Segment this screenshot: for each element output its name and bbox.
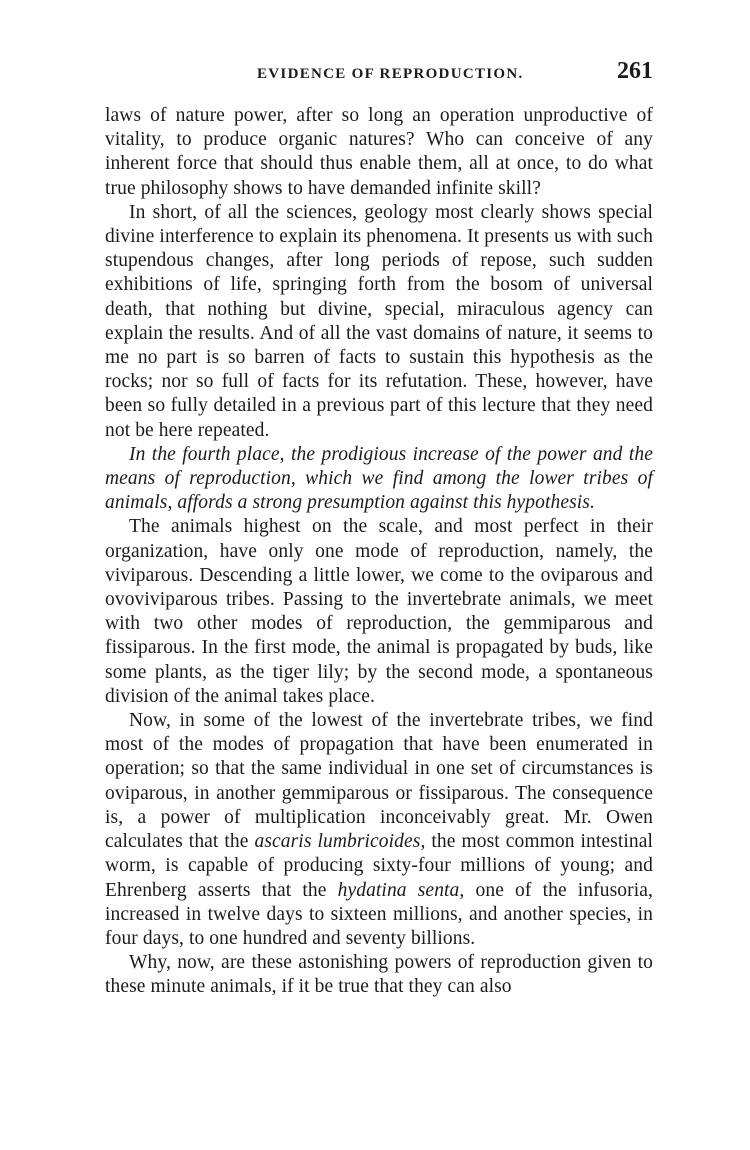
species-name-hydatina: hydatina senta, [337,879,465,901]
paragraph-modes-of-reproduction: The animals highest on the scale, and most perfect in their organization, have only one mode of reproduction, namely, the viviparous. Descending a little lower, we come to the oviparous and ovoviviparous tribes. Passing to the invertebrate animals, we meet with two other modes of reproduction, the gemmiparous and fissiparous. In the first mode, the animal is propagated by buds, like some plants, as the tiger lily; by the second mode, a spontaneous division of the animal takes place. [105,516,653,707]
paragraph-multiplication [105,709,653,951]
body-text [105,104,653,1000]
species-name-ascaris: ascaris lumbricoides, [254,831,426,853]
page-number: 261 [617,58,653,84]
paragraph-text-segment: one of the infusoria, increased in twelve days to sixteen millions, and another species, in four days, to one hundred and seventy billions. [105,879,653,949]
running-head [105,58,655,92]
running-title: EVIDENCE OF REPRODUCTION. [257,66,524,82]
paragraph-text-segment: the most common intestinal worm, is capable of producing sixty-four millions of young; and Ehrenberg asserts that the [105,831,653,901]
paragraph-geology: In short, of all the sciences, geology most clearly shows special divine interference to explain its phenomena. It presents us with such stupendous changes, after long periods of repose, such sudden exhibitions of life, springing forth from the bosom of universal death, that nothing but divine, special, miraculous agency can explain the results. And of all the vast domains of nature, it seems to me no part is so barren of facts to sustain this hypothesis as the rocks; nor so full of facts for its refutation. These, however, have been so fully detailed in a previous part of this lecture that they need not be here repeated. [105,201,653,441]
paragraph-continued: laws of nature power, after so long an operation unproductive of vitality, to produce organic natures? Who can conceive of any inherent force that should thus enable them, all at once, to do what true philosophy shows to have demanded infinite skill? [105,105,653,199]
paragraph-fourth-place: In the fourth place, the prodigious increase of the power and the means of reproduction, which we find among the lower tribes of animals, affords a strong presumption against this hypothesis. [105,443,653,514]
paragraph-why-now: Why, now, are these astonishing powers of reproduction given to these minute animals, if it be true that they can also [105,952,653,998]
paragraph-text-segment: Now, in some of the lowest of the invertebrate tribes, we find most of the modes of propagation that have been enumerated in operation; so that the same individual in one set of circumstances is oviparous, in another gemmiparous or fissiparous. The consequence is, a power of multiplication inconceivably great. Mr. Owen calculates that the [105,710,653,853]
